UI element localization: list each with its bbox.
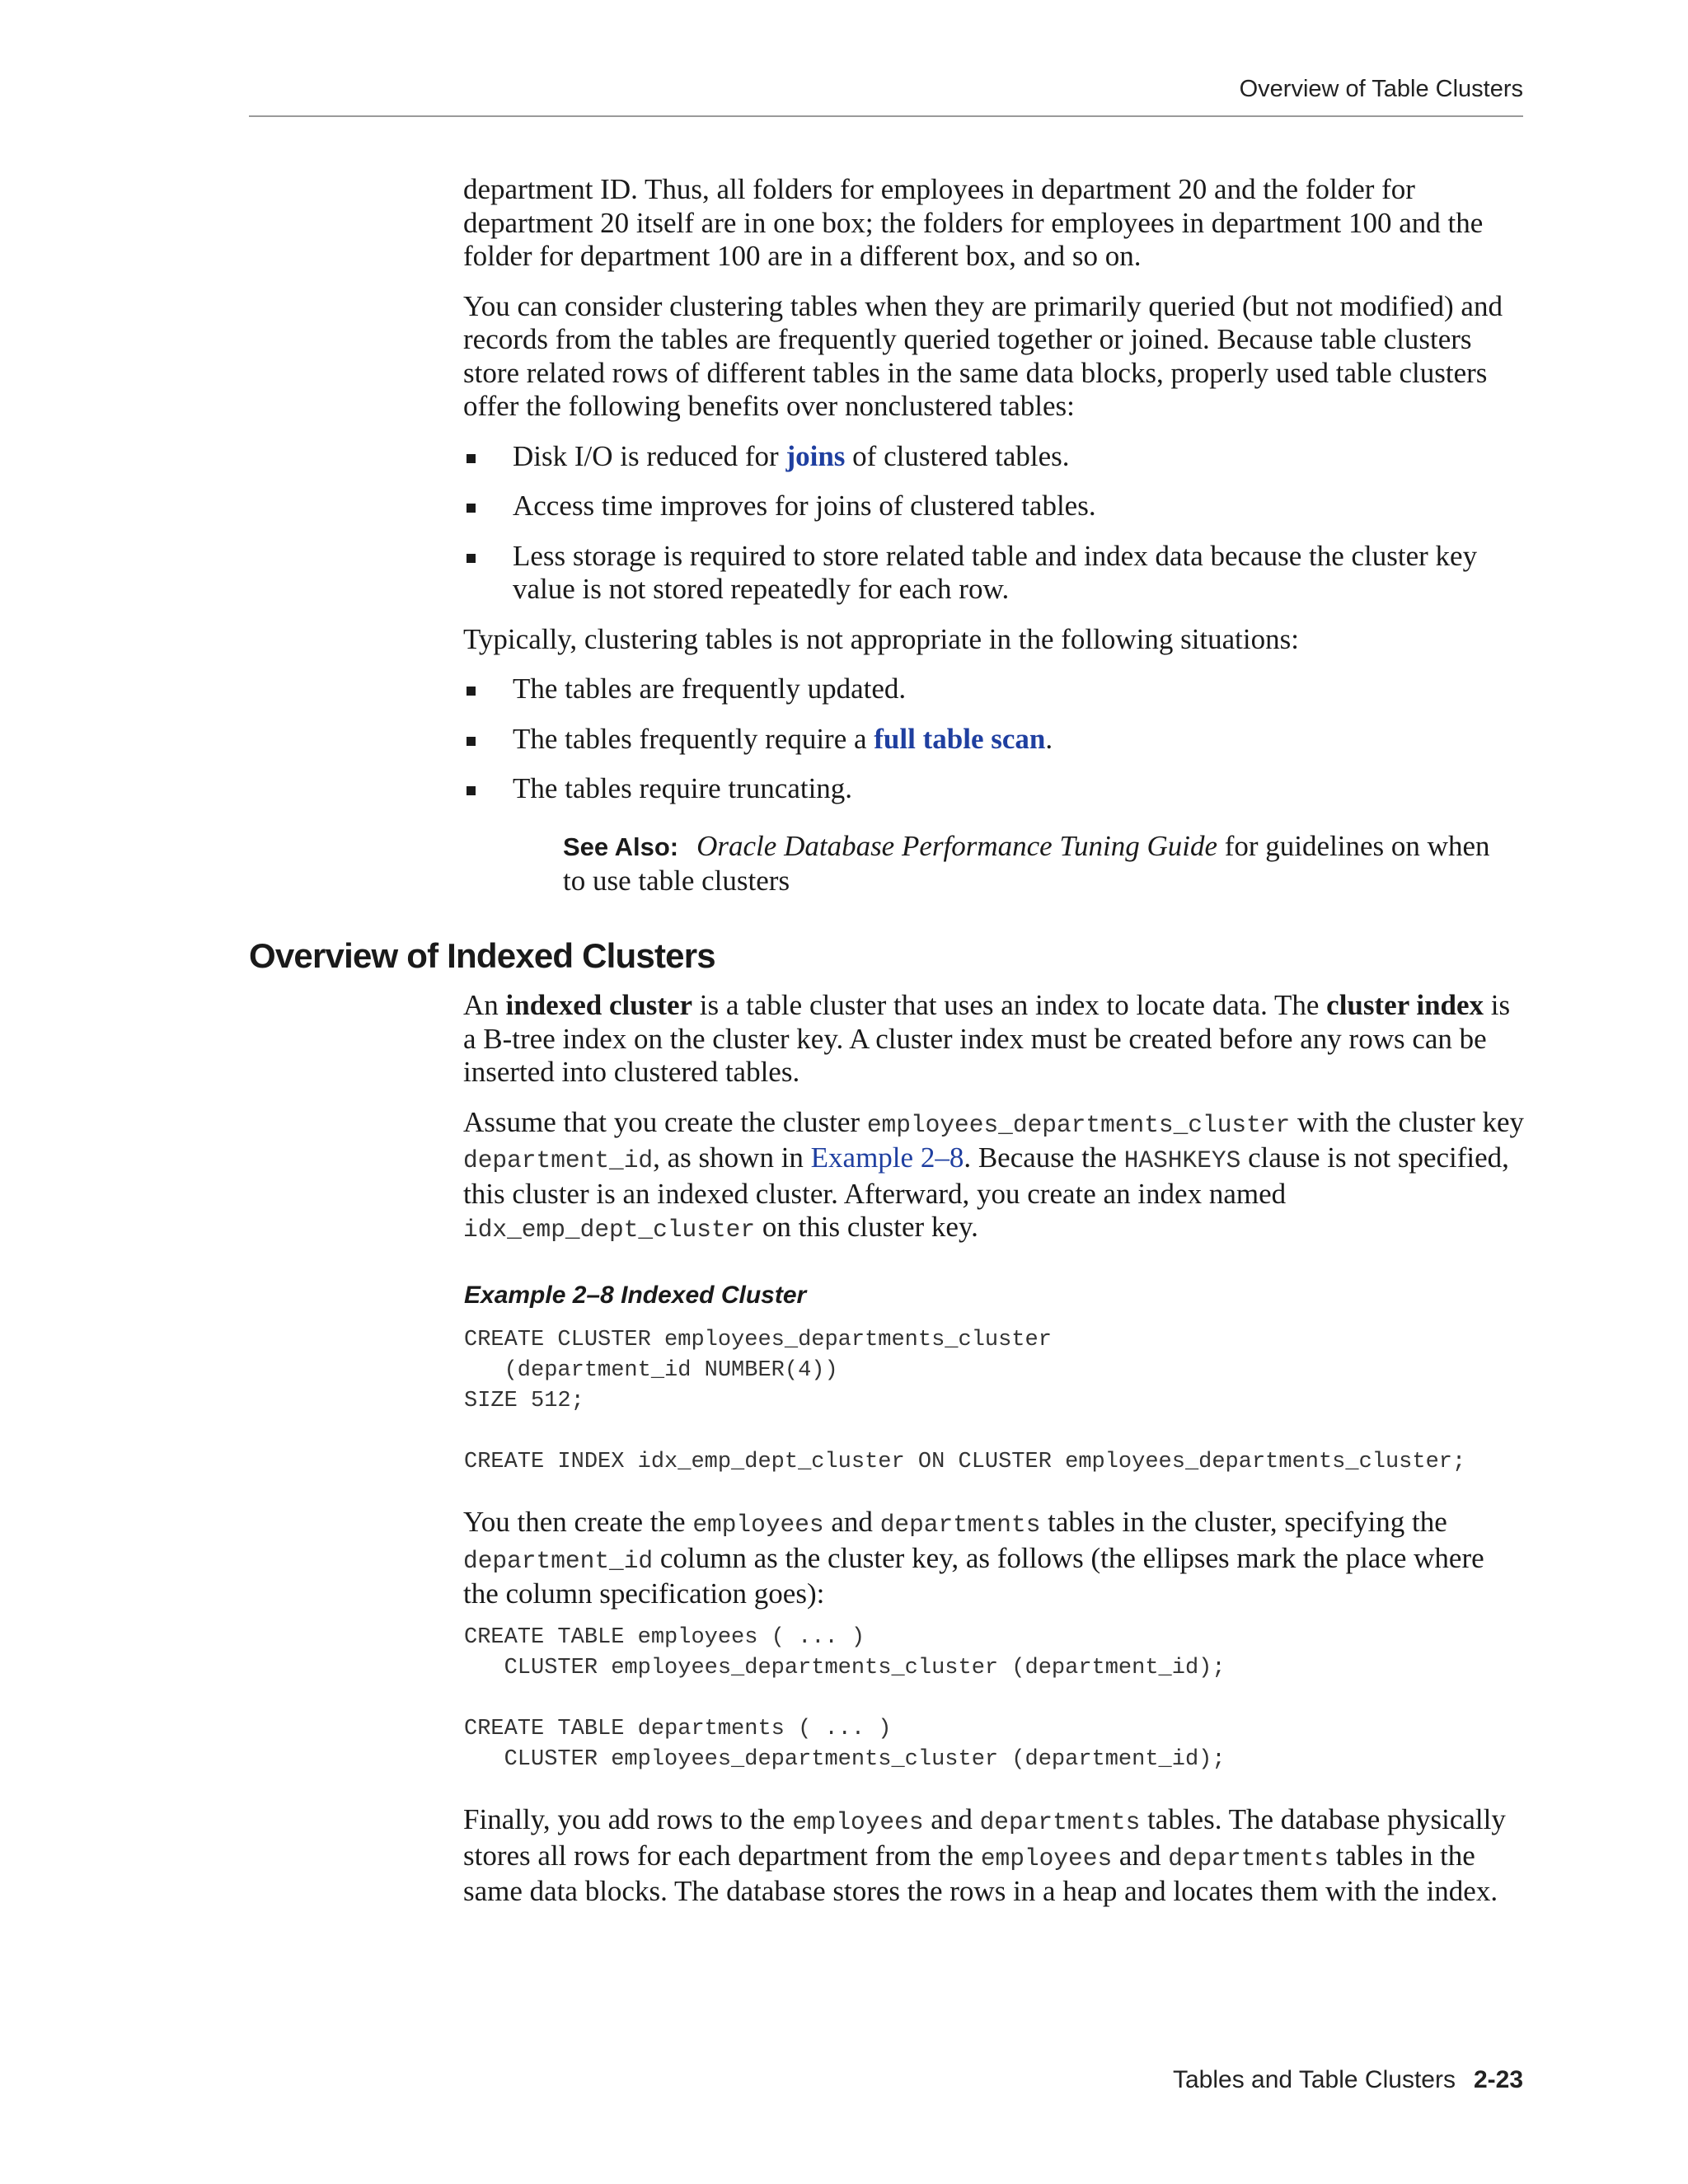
guide-title: Oracle Database Performance Tuning Guide — [696, 830, 1217, 862]
finally-block — [463, 1803, 1526, 1909]
header-rule — [249, 115, 1523, 117]
intro-block — [463, 173, 1526, 823]
bullet-square-icon — [467, 504, 476, 513]
running-header: Overview of Table Clusters — [1239, 76, 1523, 102]
see-also-note: See Also: Oracle Database Performance Tuning Guide for guidelines on when to use table clusters — [563, 830, 1490, 897]
then-create-block — [463, 1506, 1526, 1611]
code-block-create-cluster: CREATE CLUSTER employees_departments_cluster (department_id NUMBER(4)) SIZE 512; CREATE INDEX idx_emp_dept_cluster ON CLUSTER employees_departments_cluster; — [464, 1328, 1466, 1474]
footer-book-title: Tables and Table Clusters — [1172, 2066, 1456, 2093]
intro-paragraph-1: department ID. Thus, all folders for employees in department 20 and the folder for department 20 itself are in one box; the folders for employees in department 100 and the folder for department 100 are in a different box, and so on. — [463, 173, 1484, 272]
bullet-square-icon — [467, 786, 476, 795]
then-create-paragraph: You then create the employees and departments tables in the cluster, specifying the department_id column as the cluster key, as follows (the ellipses mark the place where the column specification goes): — [463, 1506, 1484, 1610]
bullet-square-icon — [467, 454, 476, 463]
joins-link[interactable]: joins — [785, 439, 846, 472]
bullet-square-icon — [467, 687, 476, 696]
list-item: The tables frequently require a full table scan. — [463, 723, 1526, 757]
finally-paragraph: Finally, you add rows to the employees and departments tables. The database physically stores all rows for each department from the employees and departments tables in the same data blocks. The database stores the rows in a heap and locates them with the index. — [463, 1803, 1506, 1907]
indexed-cluster-paragraph: An indexed cluster is a table cluster that uses an index to locate data. The cluster index is a B-tree index on the cluster key. A cluster index must be created before any rows can be inserted into clustered tables. — [463, 989, 1511, 1088]
section-intro — [463, 989, 1526, 1247]
code-block-create-tables: CREATE TABLE employees ( ... ) CLUSTER employees_departments_cluster (department_id); CREATE TABLE departments ( ... ) CLUSTER employees_departments_cluster (department_id); — [464, 1625, 1226, 1772]
assume-paragraph: Assume that you create the cluster employees_departments_cluster with the cluster key department_id, as shown in Example 2–8. Because the HASHKEYS clause is not specified, this cluster is an indexed cluster. Afterward, you create an index named idx_emp_dept_cluster on this cluster key. — [463, 1105, 1525, 1244]
list-item: The tables are frequently updated. — [463, 673, 1526, 706]
list-item: The tables require truncating. — [463, 772, 1526, 806]
page-footer — [1173, 2066, 1523, 2094]
situations-list — [463, 673, 1526, 806]
see-also-label: See Also: — [563, 832, 679, 861]
intro-paragraph-3: Typically, clustering tables is not appropriate in the following situations: — [463, 622, 1299, 655]
example-2-8-link[interactable]: Example 2–8 — [810, 1141, 964, 1174]
list-item: Less storage is required to store related table and index data because the cluster key value is not stored repeatedly for each row. — [463, 540, 1526, 607]
bullet-square-icon — [467, 737, 476, 746]
list-item: Disk I/O is reduced for joins of clustered tables. — [463, 440, 1526, 474]
benefits-list — [463, 440, 1526, 607]
intro-paragraph-2: You can consider clustering tables when they are primarily queried (but not modified) and records from the tables are frequently queried together or joined. Because table clusters store related rows of different tables in the same data blocks, properly used table clusters offer the following benefits over nonclustered tables: — [463, 289, 1503, 422]
section-heading: Overview of Indexed Clusters — [249, 936, 715, 975]
list-item: Access time improves for joins of clustered tables. — [463, 490, 1526, 523]
bullet-square-icon — [467, 554, 476, 563]
full-table-scan-link[interactable]: full table scan — [874, 722, 1046, 755]
page-number: 2-23 — [1473, 2066, 1523, 2093]
example-title: Example 2–8 Indexed Cluster — [464, 1282, 807, 1309]
